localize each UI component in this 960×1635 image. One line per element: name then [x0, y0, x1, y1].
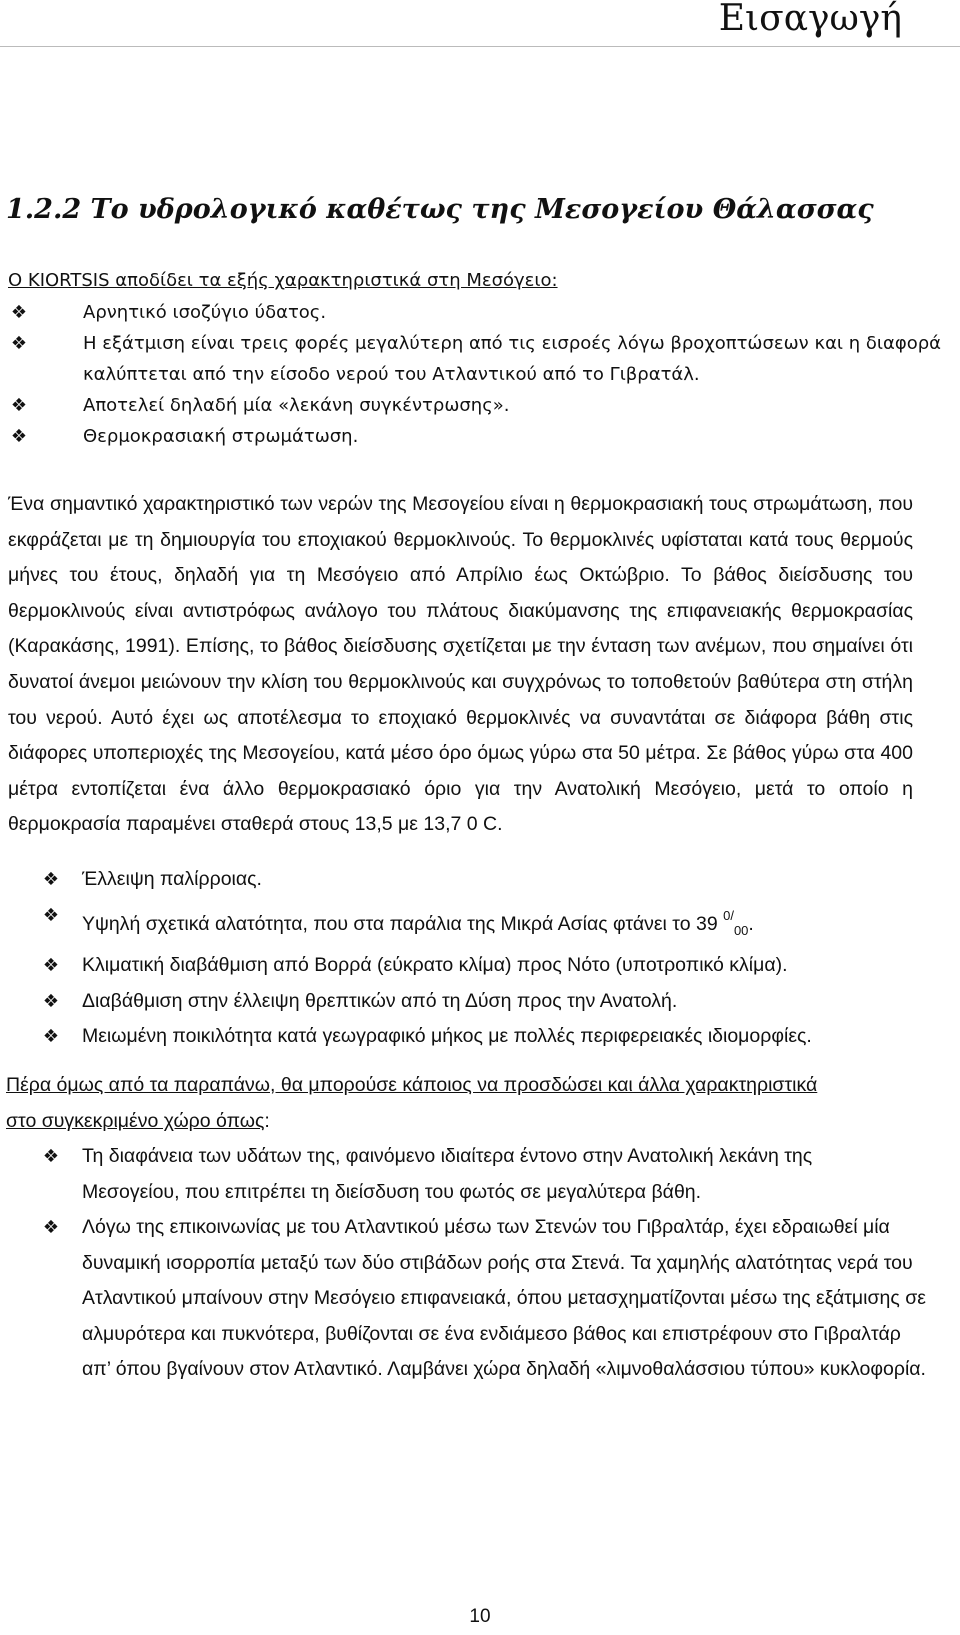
list-item	[40, 1210, 930, 1388]
diamond-bullet-icon: ❖	[10, 333, 28, 354]
diamond-bullet-icon: ❖	[10, 426, 28, 447]
intro-line: Ο KIORTSIS αποδίδει τα εξής χαρακτηριστικά στη Μεσόγειο:	[8, 270, 558, 291]
salinity-period: .	[748, 912, 754, 935]
list-item	[8, 328, 948, 390]
header-rule	[0, 46, 960, 47]
diamond-bullet-icon: ❖	[42, 1217, 60, 1238]
diamond-bullet-icon: ❖	[42, 869, 60, 890]
permille-subscript: 00	[733, 922, 749, 938]
list-item-text: Η εξάτμιση είναι τρεις φορές μεγαλύτερη από τις εισροές λόγω βροχοπτώσεων και η διαφορά καλύπτεται από την είσοδο νερού του Ατλαντικού από το Γιβρατάλ.	[83, 333, 942, 385]
list-item-text: Αποτελεί δηλαδή μία «λεκάνη συγκέντρωσης».	[83, 395, 510, 416]
bullet-list-b	[40, 862, 930, 1055]
diamond-bullet-icon: ❖	[10, 302, 28, 323]
list-item-text: Θερμοκρασιακή στρωμάτωση.	[83, 426, 359, 447]
page-number: 10	[469, 1606, 491, 1627]
list-item	[8, 390, 948, 421]
list-item	[8, 421, 948, 452]
list-item	[8, 297, 948, 328]
list-item-text: Μειωμένη ποικιλότητα κατά γεωγραφικό μήκος με πολλές περιφερειακές ιδιομορφίες.	[82, 1025, 812, 1047]
list-item-text: Έλλειψη παλίρροιας.	[82, 868, 262, 890]
bullet-list-a	[8, 297, 948, 452]
diamond-bullet-icon: ❖	[42, 904, 60, 926]
bullet-list-c	[40, 1139, 930, 1388]
list-item	[40, 1019, 930, 1055]
second-intro-colon: :	[264, 1109, 270, 1132]
list-item	[40, 1139, 930, 1210]
diamond-bullet-icon: ❖	[42, 1026, 60, 1047]
body-paragraph: Ένα σημαντικό χαρακτηριστικό των νερών της Μεσογείου είναι η θερμοκρασιακή τους στρωμάτωση, που εκφράζεται με τη δημιουργία του εποχιακού θερμοκλινούς. Το θερμοκλινές υφίσταται κατά τους θερμούς μήνες του έτους, δηλαδή για τη Μεσόγειο από Απρίλιο έως Οκτώβριο. Το βάθος διείσδυσης του θερμοκλινούς είναι αντιστρόφως ανάλογο του πλάτους διακύμανσης της επιφανειακής θερμοκρασίας (Καρακάσης, 1991). Επίσης, το βάθος διείσδυσης σχετίζεται με την ένταση των ανέμων, που σημαίνει ότι δυνατοί άνεμοι μειώνουν την κλίση του θερμοκλινούς και συγχρόνως το τοποθετούν βαθύτερα στη στήλη του νερού. Αυτό έχει ως αποτέλεσμα το εποχιακό θερμοκλινές να συναντάται σε διάφορα βάθη στις διάφορες υποπεριοχές της Μεσογείου, κατά μέσο όρο όμως γύρω στα 50 μέτρα. Σε βάθος γύρω στα 400 μέτρα εντοπίζεται ένα άλλο θερμοκρασιακό όριο για την Ανατολική Μεσόγειο, μετά το οποίο η θερμοκρασία παραμένει σταθερά στους 13,5 με 13,7 0 C.	[8, 493, 913, 836]
header-title: Εισαγωγή	[718, 0, 902, 39]
diamond-bullet-icon: ❖	[42, 990, 60, 1012]
second-intro-text: Πέρα όμως από τα παραπάνω, θα μπορούσε κάποιος να προσδώσει και άλλα χαρακτηριστικά στο συγκεκριμένο χώρο όπως	[6, 1074, 818, 1132]
list-item	[40, 948, 930, 984]
list-item-text	[40, 898, 930, 949]
salinity-text: Υψηλή σχετικά αλατότητα, που στα παράλια της Μικρά Ασίας φτάνει το 39	[82, 912, 724, 935]
diamond-bullet-icon: ❖	[10, 395, 28, 416]
permille-superscript: 0/	[723, 907, 734, 923]
list-item-text: Διαβάθμιση στην έλλειψη θρεπτικών από τη Δύση προς την Ανατολή.	[82, 989, 678, 1012]
list-item-text: Τη διαφάνεια των υδάτων της, φαινόμενο ιδιαίτερα έντονο στην Ανατολική λεκάνη της Μεσογείου, που επιτρέπει τη διείσδυση του φωτός σε μεγαλύτερα βάθη.	[82, 1145, 834, 1203]
list-item	[40, 862, 930, 898]
diamond-bullet-icon: ❖	[42, 1146, 60, 1167]
list-item-text: Κλιματική διαβάθμιση από Βορρά (εύκρατο κλίμα) προς Νότο (υποτροπικό κλίμα).	[82, 954, 788, 976]
diamond-bullet-icon: ❖	[42, 955, 60, 976]
second-intro	[6, 1068, 826, 1139]
list-item	[40, 898, 930, 949]
list-item-text: Λόγω της επικοινωνίας με του Ατλαντικού μέσω των Στενών του Γιβραλτάρ, έχει εδραιωθεί μία δυναμική ισορροπία μεταξύ των δύο στιβάδων ροής στα Στενά. Τα χαμηλής αλατότητας νερά του Ατλαντικού μπαίνουν στην Μεσόγειο επιφανειακά, όπου μετασχηματίζονται μέσω της εξάτμισης σε αλμυρότερα και πυκνότερα, βυθίζονται σε ένα ενδιάμεσο βάθος και επιστρέφουν στο Γιβραλτάρ απ’ όπου βγαίνουν στον Ατλαντικό. Λαμβάνει χώρα δηλαδή «λιμνοθαλάσσιου τύπου» κυκλοφορία.	[82, 1216, 926, 1380]
section-heading: 1.2.2 Το υδρολογικό καθέτως της Μεσογείου Θάλασσας	[6, 194, 874, 225]
list-item	[40, 984, 930, 1020]
list-item-text: Αρνητικό ισοζύγιο ύδατος.	[83, 302, 327, 323]
